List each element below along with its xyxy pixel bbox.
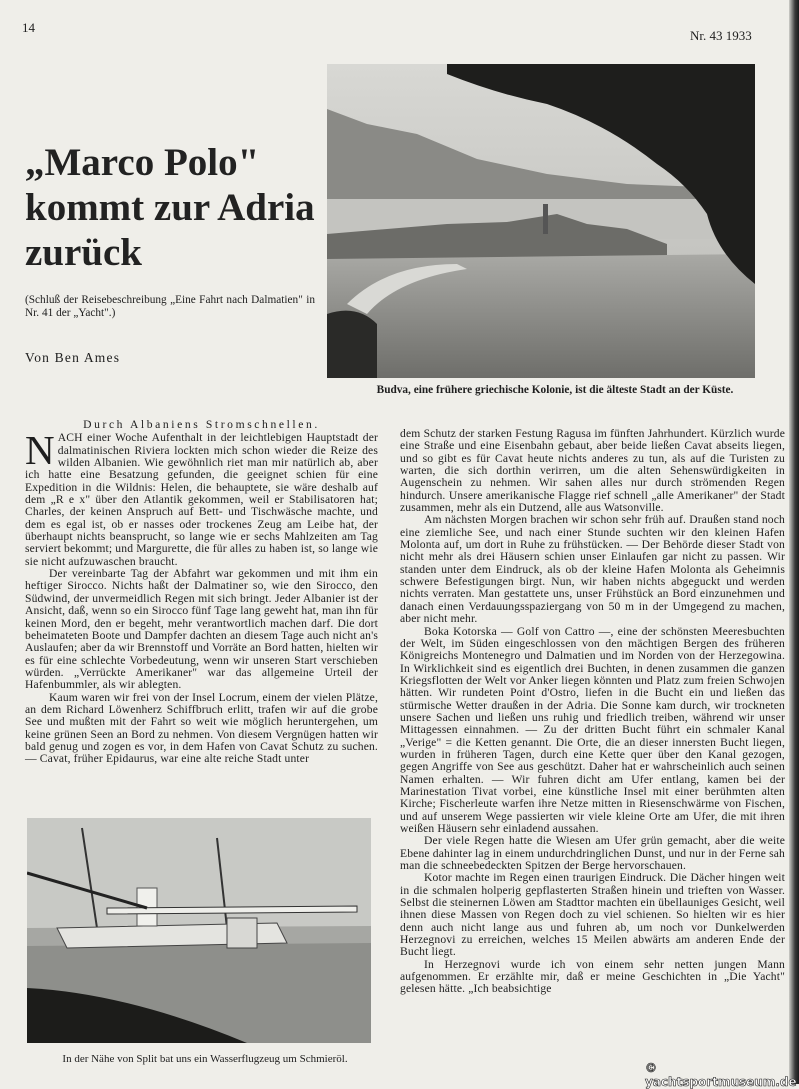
photo-budva [327,64,755,378]
article-title: „Marco Polo" kommt zur Adria zurück [25,141,315,274]
issue-number: Nr. 43 1933 [690,28,752,43]
watermark: © yachtsportmuseum.de [645,1061,797,1089]
text-column-left [25,419,378,766]
article-author: Von Ben Ames [25,350,121,365]
photo-caption-top: Budva, eine frühere griechische Kolonie, ist die älteste Stadt an der Küste. [376,384,734,396]
paragraph: Am nächsten Morgen brachen wir schon sehr früh auf. Draußen stand noch eine ziemliche See, und nach einer Stunde suchten wir den kleinen Hafen Molonta auf, um dort in Ruhe zu frühstücken. — Der Behörde dieser Stadt von nicht mehr als drei Häusern schien unser Einlaufen gar nicht zu passen. Wir standen unter dem Eindruck, als ob der kleine Hafen Molonta als Geheimnis schwere Befestigungen birgt. Nun, wir haben nichts abgeguckt und werden nichts verraten. Man gestattete uns, unser Frühstück an Bord einzunehmen und danach einen Verdauungsspaziergang von 50 m in der Umgegend zu machen, aber nicht mehr. [400,513,785,626]
scan-edge [789,0,799,1084]
drop-cap: N [25,427,55,474]
paragraph: Der viele Regen hatte die Wiesen am Ufer grün gemacht, aber die weite Ebene dahinter lag in einem undurchdringlichen Dunst, und nur in der Ferne sah man die schneebedeckten Spitzen der Berge hervorschauen. [400,834,785,873]
text-column-right [400,428,785,996]
photo-caption-bottom: In der Nähe von Split bat uns ein Wasserflugzeug um Schmieröl. [62,1053,348,1065]
paragraph: In Herzegnovi wurde ich von einem sehr netten jungen Mann aufgenommen. Er erzählte mir, daß er meine Geschichten in „Die Yacht" gelesen hätte. „Ich beabsichtige [400,957,785,996]
paragraph: dem Schutz der starken Festung Ragusa im fünften Jahrhundert. Kürzlich wurde eine Straße und eine Eisenbahn gebaut, aber beide ließen Cavat abseits liegen, und so gibt es für Cavat heute nichts anderes zu tun, als auf die Turisten zu warten, die sich dorthin verirren, um die alten Sehenswürdigkeiten in Augenschein zu nehmen. Wir sahen alles nur durch strömenden Regen hindurch. Unsere amerikanische Flagge rief schnell „alle Amerikaner" der Stadt zusammen, mehr als ein Dutzend, alle aus Watsonville. [400,427,785,515]
paragraph-text: ACH einer Woche Aufenthalt in der leichtlebigen Hauptstadt der dalmatinischen Riviera lockten mich schon wieder die Reize des wilden Albanien. Wie gewöhnlich riet man mir natürlich ab, aber ich hatte eine Besatzung gefunden, die geeignet schien für eine Expedition in die Wildnis: Helen, die behauptete, sie wäre deshalb auf dem „R e x" über den Atlantik gekommen, weil er Stabilisatoren hat; Charles, der keinen Anspruch auf Bett- und Tischwäsche machte, und dem es egal ist, ob er nasses oder trockenes Zeug am Leibe hat, der überhaupt nichts beansprucht, so lange wie er sechs Mahlzeiten am Tag serviert bekommt; und Margurette, die für alles zu haben ist, so lange wie sie nicht aufzuwaschen braucht. [25,431,378,568]
section-heading: Durch Albaniens Stromschnellen. [83,418,320,431]
paragraph: Der vereinbarte Tag der Abfahrt war gekommen und mit ihm ein heftiger Sirocco. Nichts haßt der Dalmatiner so, wie den Sirocco, den Südwind, der unvermeidlich Regen mit sich bringt. Jeder Albanier ist der Ansicht, daß, wenn so ein Sirocco fünf Tage lang geweht hat, man ihn für keinen Mord, den er begeht, mehr verantwortlich machen darf. Die dort beheimateten Boote und Dampfer dachten an diesem Tage auch nicht an's Auslaufen; aber da wir Brennstoff und Vorräte an Bord hatten, hielten wir es für eine schlechte Vorbedeutung, wenn wir unseren Start verschieben würden. „Verrückte Amerikaner" war das allgemeine Urteil der Hafenbummler, als wir ablegten. [25,567,378,692]
photo-seaplane [27,818,371,1043]
paragraph: Boka Kotorska — Golf von Cattro —, eine der schönsten Meeresbuchten der Welt, im Süden eingeschlossen von den mächtigen Bergen des früheren Königreichs Montenegro und Dalmatien und im Norden von der Herzegowina. In Wirklichkeit sind es eigentlich drei Buchten, in denen zusammen die ganzen Kriegsflotten der Welt vor Anker liegen könnten und Platz zum freien Schwojen hätten. Wir rundeten Point d'Ostro, liefen in die Bucht ein und ließen das stürmische Wetter draußen in der Adria. Die Sonne kam durch, wir trockneten unsere Sachen und ließen uns ruhig und friedlich treiben, während wir unser Mittagessen einnahmen. — Zu der dritten Bucht führt ein schmaler Kanal „Verige" = die Ketten genannt. Die Orte, die an dieser innersten Bucht liegen, wurden in früheren Tagen, durch eine Kette quer über den Kanal gezogen, gegen Angriffe von See aus geschützt. Daher hat er wahrscheinlich auch seinen Namen erhalten. — Wir fuhren dicht am Ufer entlang, kamen bei der Marinestation Tivat vorbei, eine künstliche Insel mit einer berühmten alten Kirche; Fischerleute warfen ihre Netze mitten in Riesenschwärme von Fischen, und auf unserem Wege passierten wir viele kleine Orte am Ufer, die mit ihren weißen Häusern sehr einladend aussahen. [400,624,785,835]
paragraph: Kotor machte im Regen einen traurigen Eindruck. Die Dächer hingen weit in die schmalen holperig gepflasterten Straßen hinein und trieften von Wasser. Selbst die steinernen Löwen am Stadttor machten ein übellauniges Gesicht, weil ihnen diese Massen von Regen doch zu viel schienen. So hielten wir es hier denn auch nicht lange aus und fuhren ab, um noch vor Dunkelwerden Herzegnovi zu erreichen, welches 15 Meilen abwärts am anderen Ende der Bucht liegt. [400,871,785,959]
paragraph [25,427,378,568]
paragraph: Kaum waren wir frei von der Insel Locrum, einem der vielen Plätze, an dem Richard Löwenherz Schiffbruch erlitt, trafen wir auf die grobe See und mußten mit der Fahrt so weit wie möglich heruntergehen, um keine grünen Seen an Bord zu nehmen. Von diesem Vergnügen hatten wir bald genug und zogen es vor, in dem Hafen von Cavat Schutz zu suchen. — Cavat, früher Epidaurus, war eine alte reiche Stadt unter [25,690,378,766]
page-number: 14 [22,20,35,35]
article-subtitle: (Schluß der Reisebeschreibung „Eine Fahrt nach Dalmatien" in Nr. 41 der „Yacht".) [25,294,315,319]
